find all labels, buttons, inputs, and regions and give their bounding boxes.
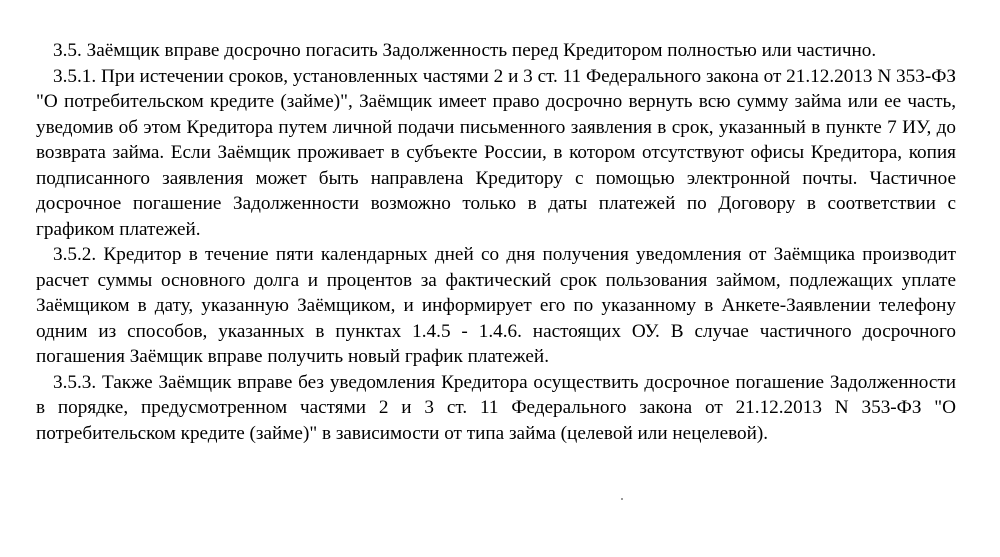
- paragraph-3-5-2: 3.5.2. Кредитор в течение пяти календарных дней со дня получения уведомления от Заёмщика производит расчет суммы основного долга и процентов за фактический срок пользования займом, подлежащих уплате Заёмщиком в дату, указанную Заёмщиком, и информирует его по указанному в Анкете-Заявлении телефону одним из способов, указанных в пунктах 1.4.5 - 1.4.6. настоящих ОУ. В случае частичного досрочного погашения Заёмщик вправе получить новый график платежей.: [36, 244, 956, 367]
- scan-speck: [621, 498, 623, 500]
- paragraph-3-5-1: 3.5.1. При истечении сроков, установленных частями 2 и 3 ст. 11 Федерального закона от 21.12.2013 N 353-ФЗ "О потребительском кредите (займе)", Заёмщик имеет право досрочно вернуть всю сумму займа или ее часть, уведомив об этом Кредитора путем личной подачи письменного заявления в срок, указанный в пункте 7 ИУ, до возврата займа. Если Заёмщик проживает в субъекте России, в котором отсутствуют офисы Кредитора, копия подписанного заявления может быть направлена Кредитору с помощью электронной почты. Частичное досрочное погашение Задолженности возможно только в даты платежей по Договору в соответствии с графиком платежей.: [36, 65, 956, 240]
- paragraph-3-5-3: 3.5.3. Также Заёмщик вправе без уведомления Кредитора осуществить досрочное погашение Задолженности в порядке, предусмотренном частями 2 и 3 ст. 11 Федерального закона от 21.12.2013 N 353-ФЗ "О потребительском кредите (займе)" в зависимости от типа займа (целевой или нецелевой).: [36, 371, 956, 444]
- paragraph-3-5: 3.5. Заёмщик вправе досрочно погасить Задолженность перед Кредитором полностью или частично.: [53, 40, 877, 61]
- document-body: [36, 38, 956, 446]
